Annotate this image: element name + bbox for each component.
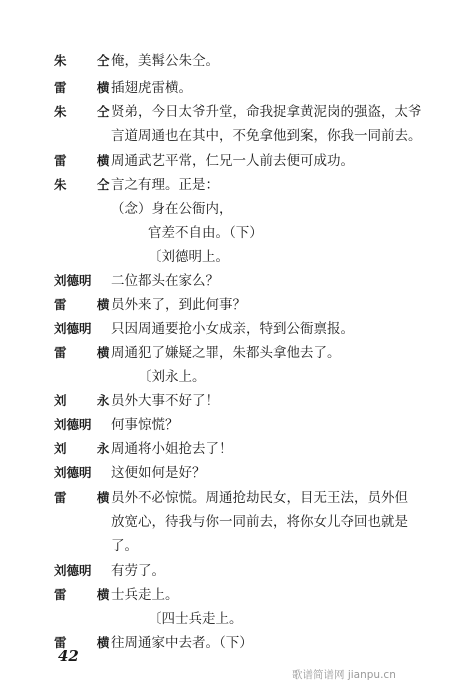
script-line bbox=[0, 297, 469, 315]
stage-direction: 〔刘永上。 bbox=[138, 369, 206, 385]
dialogue-text: 员外来了，到此何事？ bbox=[111, 297, 246, 313]
speaker-name: 雷 横 bbox=[54, 490, 123, 505]
dialogue-text: 俺，美髯公朱仝。 bbox=[111, 53, 219, 69]
script-line bbox=[0, 201, 469, 219]
speaker-name: 刘德明 bbox=[54, 465, 92, 480]
speaker-name: 朱 仝 bbox=[54, 177, 123, 192]
script-line bbox=[0, 514, 469, 532]
script-line bbox=[0, 104, 469, 122]
speaker-name: 雷 横 bbox=[54, 297, 123, 312]
speaker-name: 雷 横 bbox=[54, 635, 123, 650]
speaker-name: 雷 横 bbox=[54, 587, 123, 602]
dialogue-text: 周通武艺平常，仁兄一人前去便可成功。 bbox=[111, 153, 354, 169]
script-line bbox=[0, 128, 469, 146]
script-line bbox=[0, 611, 469, 629]
script-line bbox=[0, 153, 469, 171]
stage-direction: 官差不自由。（下） bbox=[148, 225, 263, 241]
stage-direction: 了。 bbox=[111, 538, 138, 554]
script-line bbox=[0, 321, 469, 339]
dialogue-text: 贤弟，今日太爷升堂，命我捉拿黄泥岗的强盗，太爷 bbox=[111, 104, 422, 120]
script-line bbox=[0, 538, 469, 556]
stage-direction: （念）身在公衙内， bbox=[111, 201, 233, 217]
dialogue-text: 有劳了。 bbox=[111, 563, 165, 579]
script-line bbox=[0, 587, 469, 605]
dialogue-text: 何事惊慌？ bbox=[111, 417, 179, 433]
script-line bbox=[0, 369, 469, 387]
dialogue-text: 周通将小姐抢去了！ bbox=[111, 441, 233, 457]
script-line bbox=[0, 490, 469, 508]
stage-direction: 〔四士兵走上。 bbox=[148, 611, 243, 627]
script-line bbox=[0, 273, 469, 291]
speaker-name: 刘德明 bbox=[54, 563, 92, 578]
dialogue-text: 员外大事不好了！ bbox=[111, 393, 219, 409]
dialogue-text: 二位都头在家么？ bbox=[111, 273, 219, 289]
script-line bbox=[0, 80, 469, 98]
speaker-name: 雷 横 bbox=[54, 345, 123, 360]
dialogue-text: 插翅虎雷横。 bbox=[111, 80, 192, 96]
speaker-name: 朱 仝 bbox=[54, 104, 123, 119]
speaker-name: 刘 永 bbox=[54, 393, 123, 408]
script-line bbox=[0, 53, 469, 71]
speaker-name: 刘德明 bbox=[54, 417, 92, 432]
stage-direction: 言道周通也在其中，不免拿他到案，你我一同前去。 bbox=[111, 128, 422, 144]
script-line bbox=[0, 441, 469, 459]
dialogue-text: 士兵走上。 bbox=[111, 587, 179, 603]
script-line bbox=[0, 465, 469, 483]
dialogue-text: 只因周通要抢小女成亲，特到公衙禀报。 bbox=[111, 321, 354, 337]
dialogue-text: 言之有理。正是： bbox=[111, 177, 219, 193]
script-line bbox=[0, 249, 469, 267]
speaker-name: 雷 横 bbox=[54, 80, 123, 95]
dialogue-text: 周通犯了嫌疑之罪，朱都头拿他去了。 bbox=[111, 345, 341, 361]
script-line bbox=[0, 417, 469, 435]
dialogue-text: 往周通家中去者。（下） bbox=[111, 635, 253, 651]
watermark: 歌谱简谱网 jianpu.cn bbox=[292, 669, 396, 681]
speaker-name: 朱 仝 bbox=[54, 53, 123, 68]
script-line bbox=[0, 393, 469, 411]
dialogue-text: 这便如何是好？ bbox=[111, 465, 206, 481]
stage-direction: 〔刘德明上。 bbox=[148, 249, 229, 265]
stage-direction: 放宽心，待我与你一同前去，将你女儿夺回也就是 bbox=[111, 514, 408, 530]
dialogue-text: 员外不必惊慌。周通抢劫民女，目无王法，员外但 bbox=[111, 490, 408, 506]
script-line bbox=[0, 225, 469, 243]
script-line bbox=[0, 563, 469, 581]
speaker-name: 刘德明 bbox=[54, 321, 92, 336]
page-number: 42 bbox=[58, 647, 79, 665]
script-line bbox=[0, 177, 469, 195]
speaker-name: 雷 横 bbox=[54, 153, 123, 168]
script-line bbox=[0, 345, 469, 363]
speaker-name: 刘 永 bbox=[54, 441, 123, 456]
speaker-name: 刘德明 bbox=[54, 273, 92, 288]
